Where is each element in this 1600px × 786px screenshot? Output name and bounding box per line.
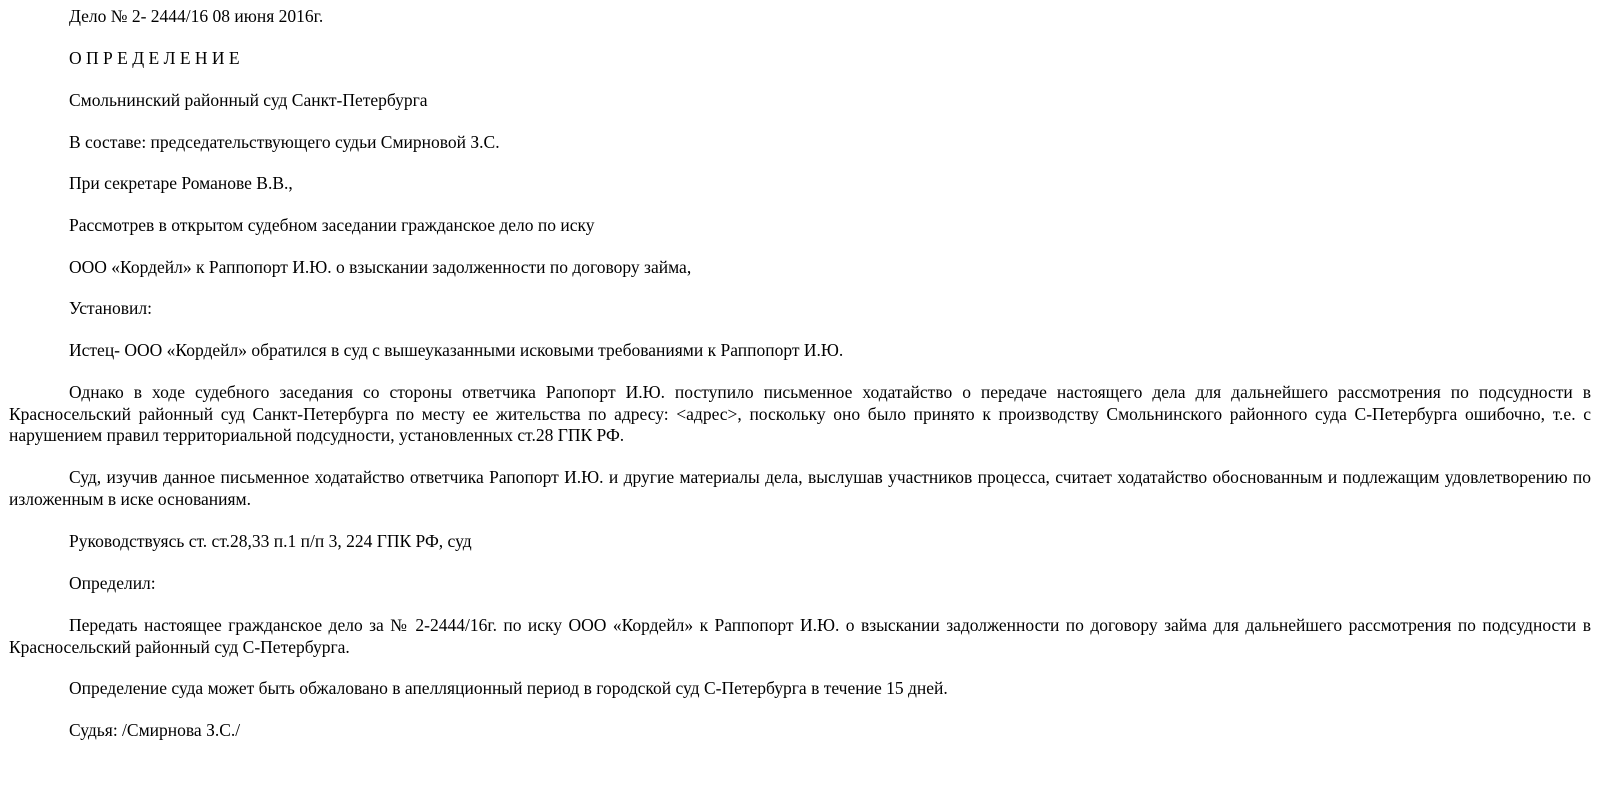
determined-heading: Определил:	[69, 573, 156, 593]
secretary-line: При секретаре Романове В.В.,	[69, 173, 293, 193]
appeal-line: Определение суда может быть обжаловано в апелляционный период в городской суд С-Петербурга в течение 15 дней.	[69, 678, 948, 698]
case-considered-line: Рассмотрев в открытом судебном заседании гражданское дело по иску	[69, 215, 595, 235]
document-type-title: О П Р Е Д Е Л Е Н И Е	[69, 48, 240, 68]
court-composition: В составе: председательствующего судьи Смирновой З.С.	[69, 132, 500, 152]
parties-line: ООО «Кордейл» к Раппопорт И.Ю. о взыскании задолженности по договору займа,	[69, 257, 692, 277]
ruling-paragraph: Передать настоящее гражданское дело за № 2-2444/16г. по иску ООО «Кордейл» к Раппопорт И.Ю. о взыскании задолженности по договору займа для дальнейшего рассмотрения по подсудности в Красносельский районный суд С-Петербурга.	[9, 615, 1591, 657]
judge-signature-line: Судья: /Смирнова З.С./	[69, 720, 241, 740]
plaintiff-paragraph: Истец- ООО «Кордейл» обратился в суд с вышеуказанными исковыми требованиями к Раппопорт И.Ю.	[69, 340, 844, 360]
court-finding-paragraph: Суд, изучив данное письменное ходатайство ответчика Рапопорт И.Ю. и другие материалы дела, выслушав участников процесса, считает ходатайство обоснованным и подлежащим удовлетворению по изложенным в иске основаниям.	[9, 467, 1591, 509]
established-heading: Установил:	[69, 298, 153, 318]
court-name: Смольнинский районный суд Санкт-Петербурга	[69, 90, 428, 110]
case-number-line: Дело № 2- 2444/16 08 июня 2016г.	[69, 6, 324, 26]
motion-paragraph: Однако в ходе судебного заседания со стороны ответчика Рапопорт И.Ю. поступило письменное ходатайство о передаче настоящего дела для дальнейшего рассмотрения по подсудности в Красносельский районный суд Санкт-Петербурга по месту ее жительства по адресу: <адрес>, поскольку оно было принято к производству Смольнинского районного суда С-Петербурга ошибочно, т.е. с нарушением правил территориальной подсудности, установленных ст.28 ГПК РФ.	[9, 382, 1591, 445]
guided-by-line: Руководствуясь ст. ст.28,33 п.1 п/п 3, 224 ГПК РФ, суд	[69, 531, 472, 551]
